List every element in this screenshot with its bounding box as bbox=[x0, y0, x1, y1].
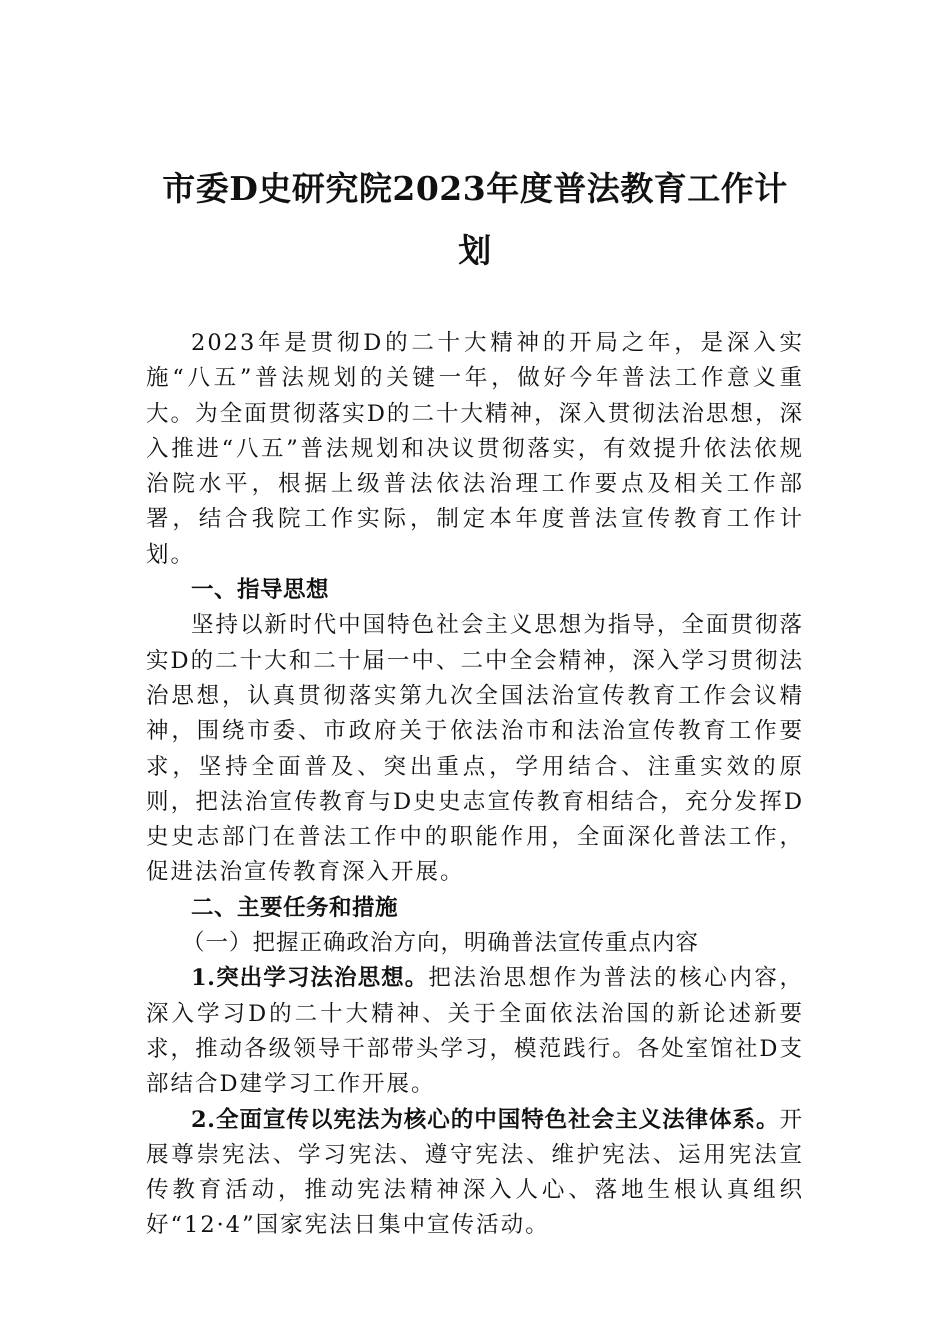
intro-paragraph: 2023年是贯彻D的二十大精神的开局之年，是深入实施“八五”普法规划的关键一年，做好今年普法工作意义重大。为全面贯彻落实D的二十大精神，深入贯彻法治思想，深入推进“八五”普法规划和决议贯彻落实，有效提升依法依规治院水平，根据上级普法依法治理工作要点及相关工作部署，结合我院工作实际，制定本年度普法宣传教育工作计划。 bbox=[146, 330, 804, 568]
section-heading-guiding-ideology: 一、指导思想 bbox=[191, 577, 330, 604]
section-heading-main-tasks: 二、主要任务和措施 bbox=[191, 894, 399, 921]
task-item-1-body: 把法治思想作为普法的核心内容，深入学习D的二十大精神、关于全面依法治国的新论述新要求，推动各级领导干部带头学习，模范践行。各处室馆社D支部结合D建学习工作开展。 bbox=[146, 965, 804, 1098]
task-item-1-lead: 1.突出学习法治思想。 bbox=[191, 965, 429, 992]
task-item-2-body: 开展尊崇宪法、学习宪法、遵守宪法、维护宪法、运用宪法宣传教育活动，推动宪法精神深入人心、落地生根认真组织好“12·4”国家宪法日集中宣传活动。 bbox=[146, 1106, 804, 1239]
guiding-ideology-paragraph: 坚持以新时代中国特色社会主义思想为指导，全面贯彻落实D的二十大和二十届一中、二中全会精神，深入学习贯彻法治思想，认真贯彻落实第九次全国法治宣传教育工作会议精神，围绕市委、市政府关于依法治市和法治宣传教育工作要求，坚持全面普及、突出重点，学用结合、注重实效的原则，把法治宣传教育与D史史志宣传教育相结合，充分发挥D史史志部门在普法工作中的职能作用，全面深化普法工作，促进法治宣传教育深入开展。 bbox=[146, 612, 804, 886]
task-item-2-lead: 2.全面宣传以宪法为核心的中国特色社会主义法律体系。 bbox=[191, 1106, 780, 1133]
task-item-2 bbox=[146, 1103, 804, 1244]
subsection-heading-political-direction: （一）把握正确政治方向，明确普法宣传重点内容 bbox=[182, 930, 700, 957]
document-title: 市委D史研究院2023年度普法教育工作计划 bbox=[162, 169, 788, 270]
task-item-1 bbox=[146, 961, 804, 1102]
document-body bbox=[146, 326, 804, 1244]
